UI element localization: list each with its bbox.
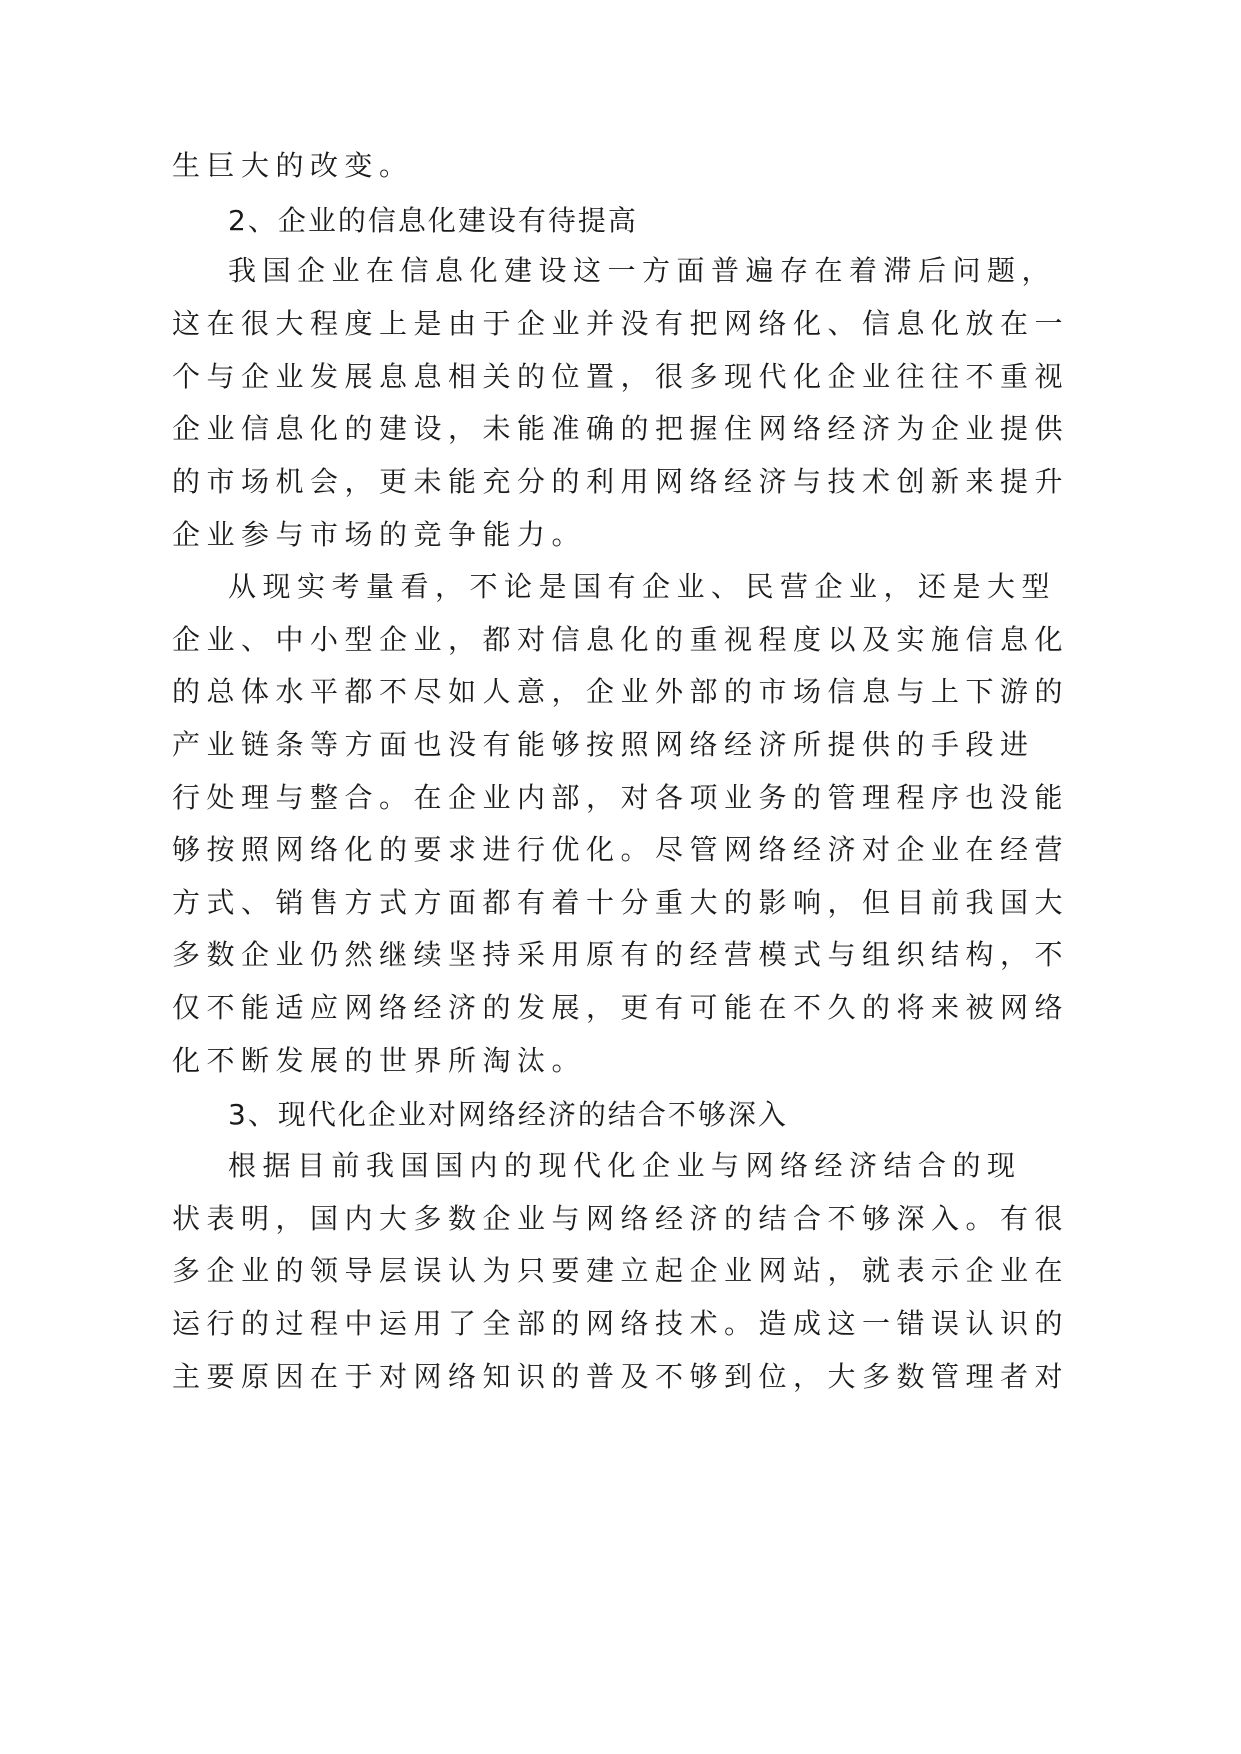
text-line: 运行的过程中运用了全部的网络技术。造成这一错误认识的 (172, 1307, 1070, 1340)
text-line: 多数企业仍然继续坚持采用原有的经营模式与组织结构，不 (172, 938, 1070, 971)
text-line: 企业参与市场的竞争能力。 (172, 518, 587, 551)
text-line: 化不断发展的世界所淘汰。 (172, 1044, 587, 1077)
text-line: 方式、销售方式方面都有着十分重大的影响，但目前我国大 (172, 886, 1070, 919)
text-line: 根据目前我国国内的现代化企业与网络经济结合的现 (228, 1149, 1022, 1182)
text-line: 企业、中小型企业，都对信息化的重视程度以及实施信息化 (172, 623, 1070, 656)
text-line: 企业信息化的建设，未能准确的把握住网络经济为企业提供 (172, 412, 1070, 445)
text-line: 从现实考量看，不论是国有企业、民营企业，还是大型 (228, 570, 1057, 603)
text-line: 够按照网络化的要求进行优化。尽管网络经济对企业在经营 (172, 833, 1070, 866)
text-line: 生巨大的改变。 (172, 149, 414, 182)
text-line: 我国企业在信息化建设这一方面普遍存在着滞后问题， (228, 254, 1057, 287)
text-line: 行处理与整合。在企业内部，对各项业务的管理程序也没能 (172, 781, 1070, 814)
text-line: 的市场机会，更未能充分的利用网络经济与技术创新来提升 (172, 465, 1070, 498)
text-line: 的总体水平都不尽如人意，企业外部的市场信息与上下游的 (172, 675, 1070, 708)
text-line: 状表明，国内大多数企业与网络经济的结合不够深入。有很 (172, 1202, 1070, 1235)
section-heading: 2、企业的信息化建设有待提高 (228, 204, 638, 237)
text-line: 这在很大程度上是由于企业并没有把网络化、信息化放在一 (172, 307, 1070, 340)
text-line: 多企业的领导层误认为只要建立起企业网站，就表示企业在 (172, 1254, 1070, 1287)
section-heading: 3、现代化企业对网络经济的结合不够深入 (228, 1098, 788, 1131)
text-line: 产业链条等方面也没有能够按照网络经济所提供的手段进 (172, 728, 1035, 761)
text-line: 个与企业发展息息相关的位置，很多现代化企业往往不重视 (172, 360, 1070, 393)
text-line: 主要原因在于对网络知识的普及不够到位，大多数管理者对 (172, 1360, 1070, 1393)
text-line: 仅不能适应网络经济的发展，更有可能在不久的将来被网络 (172, 991, 1070, 1024)
